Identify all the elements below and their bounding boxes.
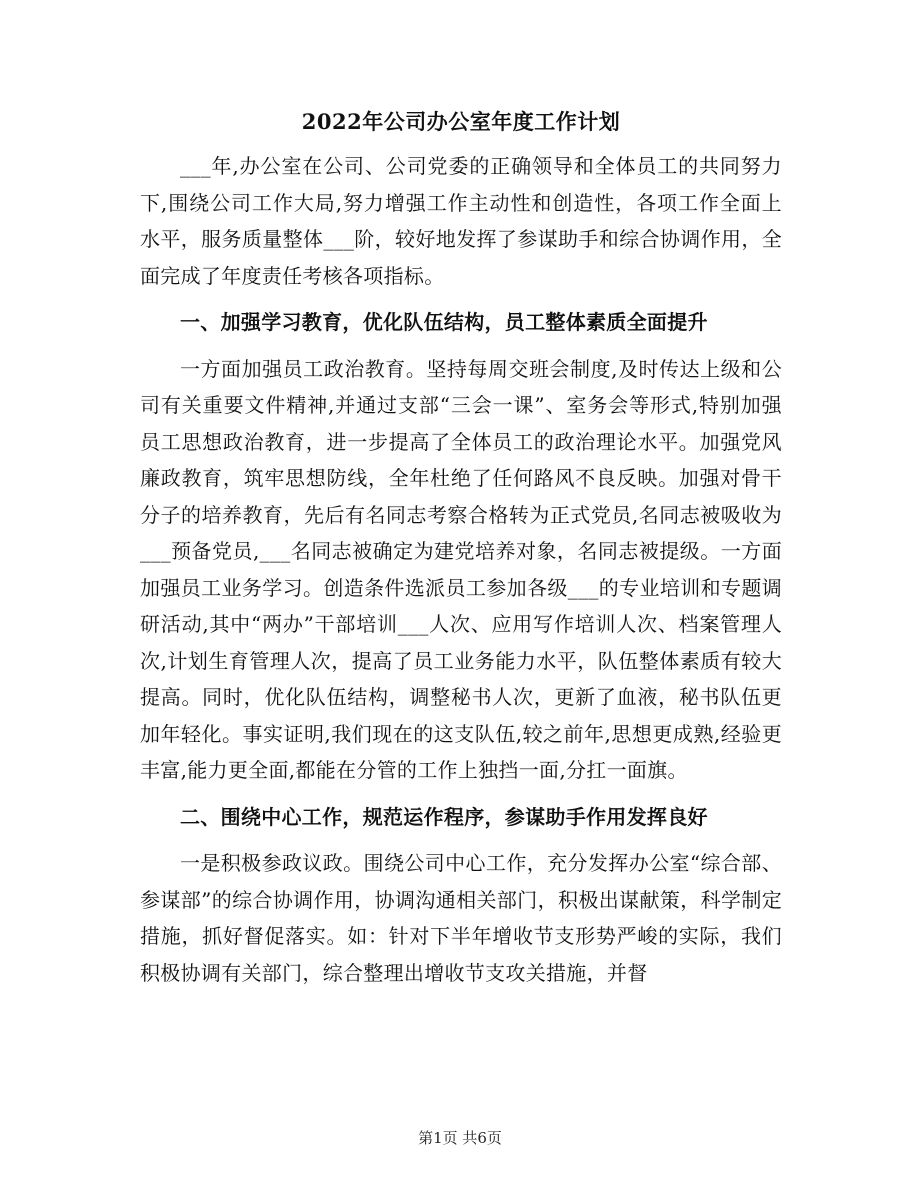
section-1-heading: 一、加强学习教育，优化队伍结构，员工整体素质全面提升 xyxy=(180,310,708,334)
page-number-footer: 第1页 共6页 xyxy=(418,1129,502,1147)
document-title: 2022年公司办公室年度工作计划 xyxy=(301,109,621,134)
document-page xyxy=(140,104,782,1001)
section-2-heading: 二、围绕中心工作，规范运作程序，参谋助手作用发挥良好 xyxy=(180,804,708,829)
section-1-body: 一方面加强员工政治教育。坚持每周交班会制度,及时传达上级和公司有关重要文件精神,并通过支部“三会一课”、室务会等形式,特别加强员工思想政治教育，进一步提高了全体员工的政治理论水平。加强党风廉政教育，筑牢思想防线，全年杜绝了任何路风不良反映。加强对骨干分子的培养教育，先后有名同志考察合格转为正式党员,名同志被吸收为___预备党员,___名同志被确定为建党培养对象，名同志被提级。一方面加强员工业务学习。创造条件选派员工参加各级___的专业培训和专题调研活动,其中“两办”干部培训___人次、应用写作培训人次、档案管理人次,计划生育管理人次，提高了员工业务能力水平，队伍整体素质有较大提高。同时，优化队伍结构，调整秘书人次，更新了血液，秘书队伍更加年轻化。事实证明,我们现在的这支队伍,较之前年,思想更成熟,经验更丰富,能力更全面,都能在分管的工作上独挡一面,分扛一面旗。 xyxy=(140,356,782,782)
section-2-body: 一是积极参政议政。围绕公司中心工作，充分发挥办公室“综合部、参谋部”的综合协调作用，协调沟通相关部门，积极出谋献策，科学制定措施，抓好督促落实。如：针对下半年增收节支形势严峻的实际，我们积极协调有关部门，综合整理出增收节支攻关措施，并督 xyxy=(140,851,782,985)
intro-paragraph: ___年,办公室在公司、公司党委的正确领导和全体员工的共同努力下,围绕公司工作大局,努力增强工作主动性和创造性，各项工作全面上水平，服务质量整体___阶，较好地发挥了参谋助手和综合协调作用，全面完成了年度责任考核各项指标。 xyxy=(140,154,782,288)
